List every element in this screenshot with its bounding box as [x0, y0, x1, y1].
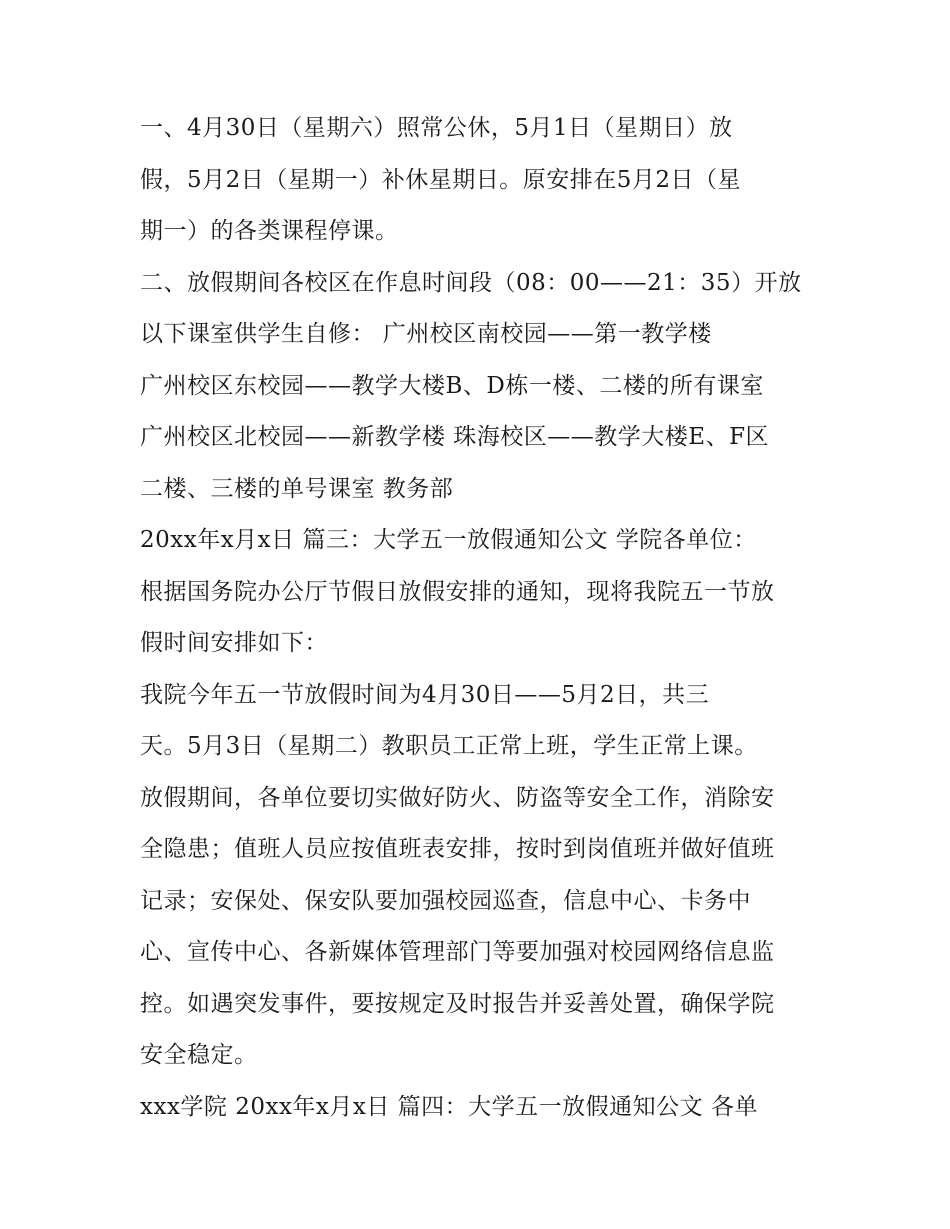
- text-line: 一、4月30日（星期六）照常公休，5月1日（星期日）放: [140, 115, 733, 141]
- text-line: 放假期间，各单位要切实做好防火、防盗等安全工作，消除安: [140, 784, 775, 811]
- text-line: 天。5月3日（星期二）教职员工正常上班，学生正常上课。: [140, 733, 758, 759]
- text-line: 记录；安保处、保安队要加强校园巡查，信息中心、卡务中: [140, 887, 751, 914]
- text-line: 我院今年五一节放假时间为4月30日——5月2日，共三: [140, 681, 710, 708]
- text-line: 广州校区东校园——教学大楼B、D栋一楼、二楼的所有课室: [140, 372, 764, 399]
- text-line: 控。如遇突发事件，要按规定及时报告并妥善处置，确保学院: [140, 990, 775, 1017]
- text-line: 假时间安排如下：: [140, 630, 328, 656]
- text-line: 二、放假期间各校区在作息时间段（08：00——21：35）开放: [140, 269, 802, 296]
- text-line: 期一）的各类课程停课。: [140, 218, 399, 244]
- text-line: 根据国务院办公厅节假日放假安排的通知，现将我院五一节放: [140, 578, 775, 605]
- text-line: 假，5月2日（星期一）补休星期日。原安排在5月2日（星: [140, 166, 742, 193]
- text-line: 以下课室供学生自修： 广州校区南校园——第一教学楼: [140, 321, 712, 347]
- text-line: 20xx年x月x日 篇三：大学五一放假通知公文 学院各单位：: [140, 527, 757, 553]
- document-body: [140, 108, 820, 1138]
- text-line: 二楼、三楼的单号课室 教务部: [140, 475, 454, 502]
- text-line: 心、宣传中心、各新媒体管理部门等要加强对校园网络信息监: [140, 939, 775, 965]
- text-line: xxx学院 20xx年x月x日 篇四：大学五一放假通知公文 各单: [140, 1093, 758, 1120]
- text-line: 安全稳定。: [140, 1042, 258, 1068]
- text-line: 全隐患；值班人员应按值班表安排，按时到岗值班并做好值班: [140, 836, 775, 862]
- text-line: 广州校区北校园——新教学楼 珠海校区——教学大楼E、F区: [140, 424, 770, 450]
